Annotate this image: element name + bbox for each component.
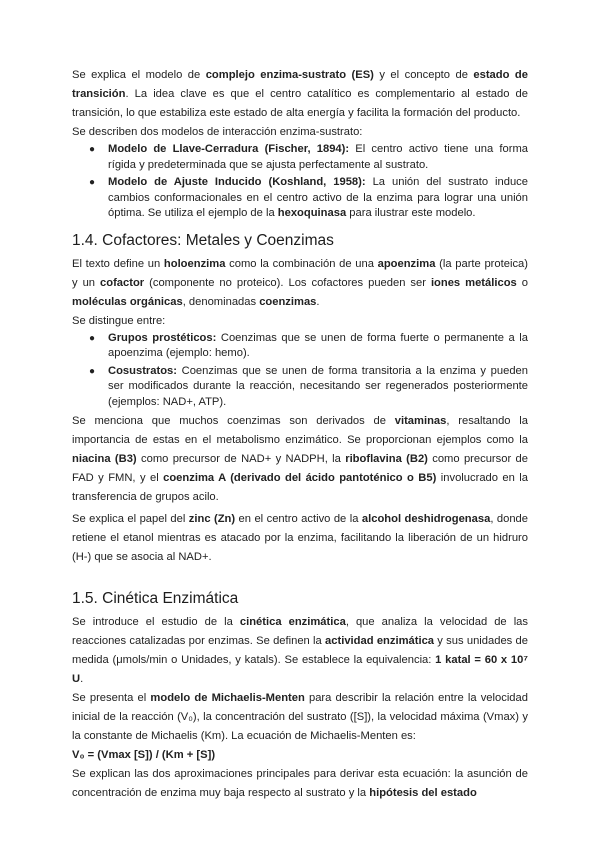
list-item: ● Modelo de Llave-Cerradura (Fischer, 1894): El centro activo tiene una forma rígida y predeterminada que se ajusta perfectamente al sustrato. bbox=[89, 143, 528, 171]
document-page bbox=[72, 66, 528, 803]
intro-paragraph: Se explica el modelo de complejo enzima-sustrato (ES) y el concepto de estado de transición. La idea clave es que el centro catalítico es complementario al estado de transición, lo que estabiliza este estado de alta energía y facilita la formación del producto. bbox=[72, 69, 528, 119]
approximations-paragraph: Se explican las dos aproximaciones principales para derivar esta ecuación: la asunción de concentración de enzima muy baja respecto al sustrato y la hipótesis del estado bbox=[72, 768, 528, 799]
kinetics-paragraph: Se introduce el estudio de la cinética enzimática, que analiza la velocidad de las reacciones catalizadas por enzimas. Se definen la actividad enzimática y sus unidades de medida (μmols/min o Unidades, y katals). Se establece la equivalencia: 1 katal = 60 x 10⁷ U. bbox=[72, 616, 528, 685]
vitamins-paragraph: Se menciona que muchos coenzimas son derivados de vitaminas, resaltando la importancia de estas en el metabolismo enzimático. Se proporcionan ejemplos como la niacina (B3) como precursor de NAD+ y NADPH, la riboflavina (B2) como precursor de FAD y FMN, y el coenzima A (derivado del ácido pantoténico o B5) involucrado en la transferencia de grupos acilo. bbox=[72, 415, 528, 503]
distinguish-lead: Se distingue entre: bbox=[72, 314, 166, 327]
michaelis-equation: V₀ = (Vmax [S]) / (Km + [S]) bbox=[72, 749, 216, 761]
bullet-icon: ● bbox=[89, 365, 96, 377]
michaelis-paragraph: Se presenta el modelo de Michaelis-Menten para describir la relación entre la velocidad inicial de la reacción (V₀), la concentración del sustrato ([S]), la velocidad máxima (Vmax) y la constante de Michaelis (Km). La ecuación de Michaelis-Menten es: bbox=[72, 692, 528, 742]
coenzyme-types-list bbox=[72, 331, 528, 411]
section-heading-cofactores: 1.4. Cofactores: Metales y Coenzimas bbox=[72, 231, 334, 249]
interaction-models-list bbox=[72, 142, 528, 222]
list-item: ● Modelo de Ajuste Inducido (Koshland, 1958): La unión del sustrato induce cambios conformacionales en el centro activo de la enzima para lograr una unión óptima. Se utiliza el ejemplo de la hexoquinasa para ilustrar este modelo. bbox=[89, 176, 528, 219]
zinc-paragraph: Se explica el papel del zinc (Zn) en el centro activo de la alcohol deshidrogenasa, donde retiene el etanol mientras es atacado por la enzima, facilitando la liberación de un hidruro (H-) que se asocia al NAD+. bbox=[72, 513, 528, 563]
bullet-icon: ● bbox=[89, 177, 96, 188]
intro-models-lead: Se describen dos modelos de interacción enzima-sustrato: bbox=[72, 126, 363, 138]
bullet-icon: ● bbox=[89, 332, 96, 344]
section-heading-cinetica: 1.5. Cinética Enzimática bbox=[72, 590, 239, 607]
list-item: ● Grupos prostéticos: Coenzimas que se unen de forma fuerte o permanente a la apoenzima (ejemplo: hemo). bbox=[89, 331, 528, 359]
list-item: ● Cosustratos: Coenzimas que se unen de forma transitoria a la enzima y pueden ser modificados durante la reacción, necesitando ser regenerados posteriormente (ejemplos: NAD+, ATP). bbox=[89, 364, 528, 408]
holoenzima-paragraph: El texto define un holoenzima como la combinación de una apoenzima (la parte proteica) y un cofactor (componente no proteico). Los cofactores pueden ser iones metálicos o moléculas orgánicas, denominadas coenzimas. bbox=[72, 257, 528, 308]
bullet-icon: ● bbox=[89, 144, 96, 155]
